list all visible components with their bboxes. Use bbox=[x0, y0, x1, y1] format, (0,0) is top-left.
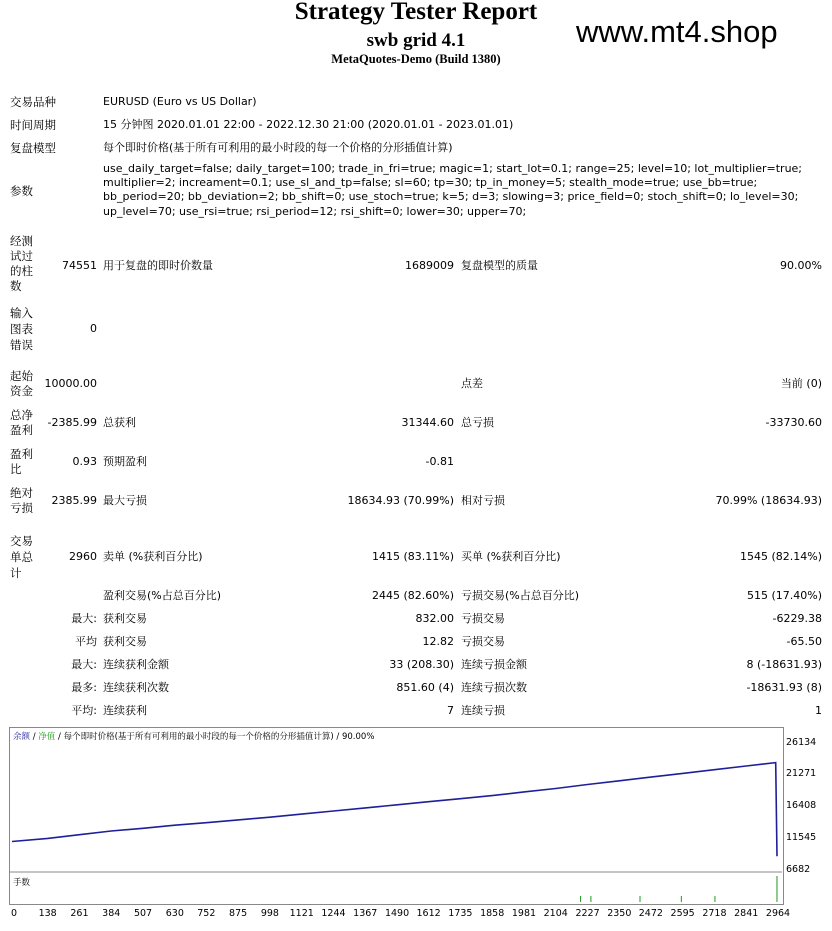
model-value: 每个即时价格(基于所有可利用的最小时段的每一个价格的分形插值计算) bbox=[103, 141, 453, 154]
max-dd-label: 最大亏损 bbox=[103, 494, 147, 507]
legend-sep: / bbox=[32, 732, 36, 742]
x-tick: 0 bbox=[10, 908, 18, 919]
x-tick: 2595 bbox=[670, 908, 695, 919]
trades-value: 2960 bbox=[69, 550, 97, 563]
row3-b-label: 连续亏损金额 bbox=[461, 658, 527, 671]
loss-trades-label: 亏损交易(%占总百分比) bbox=[461, 589, 580, 602]
abs-dd-value: 2385.99 bbox=[51, 494, 97, 507]
legend-rest: / 每个即时价格(基于所有可利用的最小时段的每一个价格的分形插值计算) / 90.00% bbox=[58, 732, 375, 742]
report-title: Strategy Tester Report bbox=[294, 0, 538, 25]
deposit-label: 起始资金 bbox=[10, 369, 33, 398]
long-label: 买单 (%获利百分比) bbox=[461, 550, 561, 563]
row2-prefix: 平均 bbox=[75, 635, 97, 648]
x-tick: 507 bbox=[133, 908, 153, 919]
ticks-label: 用于复盘的即时价数量 bbox=[103, 259, 213, 272]
chart-legend bbox=[13, 730, 374, 742]
x-tick: 752 bbox=[197, 908, 216, 919]
x-tick: 1735 bbox=[448, 908, 473, 919]
balance-line bbox=[12, 763, 777, 857]
row5-a-value: 7 bbox=[447, 704, 454, 717]
x-tick: 2718 bbox=[702, 908, 727, 919]
row3-prefix: 最大: bbox=[71, 658, 97, 671]
spread-value: 当前 (0) bbox=[780, 377, 822, 390]
loss-trades-value: 515 (17.40%) bbox=[746, 589, 822, 602]
net-label: 总净盈利 bbox=[10, 408, 33, 437]
quality-value: 90.00% bbox=[780, 259, 822, 272]
spread-label: 点差 bbox=[461, 377, 483, 390]
row2-b-value: -65.50 bbox=[786, 635, 822, 648]
row2-a-value: 12.82 bbox=[422, 635, 454, 648]
profit-trades-value: 2445 (82.60%) bbox=[371, 589, 454, 602]
x-tick: 875 bbox=[229, 908, 248, 919]
period-value: 15 分钟图 2020.01.01 22:00 - 2022.12.30 21:00 (2020.01.01 - 2023.01.01) bbox=[103, 118, 514, 131]
x-tick: 2841 bbox=[734, 908, 759, 919]
expert-name: swb grid 4.1 bbox=[366, 30, 466, 51]
row2-b-label: 亏损交易 bbox=[461, 635, 505, 648]
row4-b-value: -18631.93 (8) bbox=[746, 681, 822, 694]
quality-label: 复盘模型的质量 bbox=[461, 259, 538, 272]
row5-a-label: 连续获利 bbox=[103, 704, 147, 717]
row3-a-label: 连续获利金额 bbox=[103, 658, 169, 671]
period-label: 时间周期 bbox=[10, 118, 56, 132]
row4-prefix: 最多: bbox=[71, 681, 97, 694]
x-tick: 2104 bbox=[543, 908, 568, 919]
row1-prefix: 最大: bbox=[71, 612, 97, 625]
expected-label: 预期盈利 bbox=[103, 455, 147, 468]
gross-profit-value: 31344.60 bbox=[401, 416, 454, 429]
y-tick: 26134 bbox=[786, 737, 817, 748]
bars-label: 经测试过的柱数 bbox=[10, 234, 33, 293]
row2-a-label: 获利交易 bbox=[103, 635, 147, 648]
row4-a-label: 连续获利次数 bbox=[103, 681, 169, 694]
x-tick: 261 bbox=[70, 908, 89, 919]
pf-label: 盈利比 bbox=[10, 447, 33, 476]
model-label: 复盘模型 bbox=[10, 141, 56, 155]
errors-label: 输入图表错误 bbox=[10, 306, 33, 352]
lots-label: 手数 bbox=[13, 878, 31, 888]
row5-b-label: 连续亏损 bbox=[461, 704, 505, 717]
row1-a-value: 832.00 bbox=[415, 612, 454, 625]
symbol-label: 交易品种 bbox=[10, 95, 56, 109]
legend-equity: 净值 bbox=[38, 732, 56, 742]
expected-value: -0.81 bbox=[425, 455, 454, 468]
gross-loss-value: -33730.60 bbox=[765, 416, 822, 429]
x-tick: 1981 bbox=[511, 908, 537, 919]
long-value: 1545 (82.14%) bbox=[739, 550, 822, 563]
pf-value: 0.93 bbox=[72, 455, 97, 468]
site-watermark: www.mt4.shop bbox=[576, 14, 778, 49]
x-tick: 1121 bbox=[289, 908, 314, 919]
ticks-value: 1689009 bbox=[405, 259, 454, 272]
y-tick: 16408 bbox=[786, 800, 817, 811]
y-tick: 6682 bbox=[786, 864, 811, 875]
x-tick: 2227 bbox=[575, 908, 600, 919]
profit-trades-label: 盈利交易(%占总百分比) bbox=[103, 589, 222, 602]
x-tick: 1244 bbox=[321, 908, 346, 919]
x-tick: 630 bbox=[165, 908, 184, 919]
row1-b-value: -6229.38 bbox=[772, 612, 822, 625]
deposit-value: 10000.00 bbox=[44, 377, 97, 390]
x-tick: 1612 bbox=[416, 908, 441, 919]
params-label: 参数 bbox=[10, 184, 33, 198]
rel-dd-label: 相对亏损 bbox=[461, 494, 505, 507]
row1-a-label: 获利交易 bbox=[103, 612, 147, 625]
trades-label: 交易单总计 bbox=[10, 534, 33, 580]
short-label: 卖单 (%获利百分比) bbox=[103, 550, 203, 563]
x-tick: 2964 bbox=[765, 908, 791, 919]
row1-b-label: 亏损交易 bbox=[461, 612, 505, 625]
rel-dd-value: 70.99% (18634.93) bbox=[715, 494, 822, 507]
row5-b-value: 1 bbox=[815, 704, 822, 717]
gross-profit-label: 总获利 bbox=[103, 416, 136, 429]
x-tick: 2350 bbox=[607, 908, 632, 919]
net-value: -2385.99 bbox=[47, 416, 97, 429]
y-tick: 21271 bbox=[786, 768, 817, 779]
x-tick: 138 bbox=[38, 908, 57, 919]
row5-prefix: 平均: bbox=[71, 704, 97, 717]
x-tick: 1490 bbox=[384, 908, 410, 919]
max-dd-value: 18634.93 (70.99%) bbox=[347, 494, 454, 507]
x-tick: 2472 bbox=[638, 908, 663, 919]
x-tick: 1367 bbox=[353, 908, 378, 919]
row4-b-label: 连续亏损次数 bbox=[461, 681, 527, 694]
row3-b-value: 8 (-18631.93) bbox=[746, 658, 822, 671]
bars-value: 74551 bbox=[62, 259, 97, 272]
x-tick: 1858 bbox=[480, 908, 505, 919]
legend-balance: 余额 bbox=[13, 732, 31, 742]
errors-value: 0 bbox=[90, 322, 97, 335]
server-name: MetaQuotes-Demo (Build 1380) bbox=[331, 52, 501, 66]
row3-a-value: 33 (208.30) bbox=[389, 658, 454, 671]
row4-a-value: 851.60 (4) bbox=[396, 681, 454, 694]
short-value: 1415 (83.11%) bbox=[371, 550, 454, 563]
symbol-value: EURUSD (Euro vs US Dollar) bbox=[103, 95, 257, 108]
params-value: use_daily_target=false; daily_target=100; trade_in_fri=true; magic=1; start_lot=0.1; range=25; level=10; lot_multiplier=true; multiplier=2; increament=0.1; use_sl_and_tp=false; sl=60; tp=30; tp_in_money=5; stealth_mode=true; use_bb=true; bb_period=20; bb_deviation=2; bb_shift=0; use_stoch=true; k=5; d=3; slowing=3; price_field=0; stoch_shift=0; lo_level=30; up_level=70; use_rsi=true; rsi_period=12; rsi_shift=0; lower=30; upper=70; bbox=[103, 162, 803, 218]
x-tick: 998 bbox=[260, 908, 279, 919]
x-tick: 384 bbox=[102, 908, 121, 919]
gross-loss-label: 总亏损 bbox=[461, 416, 494, 429]
y-tick: 11545 bbox=[786, 832, 817, 843]
abs-dd-label: 绝对亏损 bbox=[10, 486, 33, 515]
